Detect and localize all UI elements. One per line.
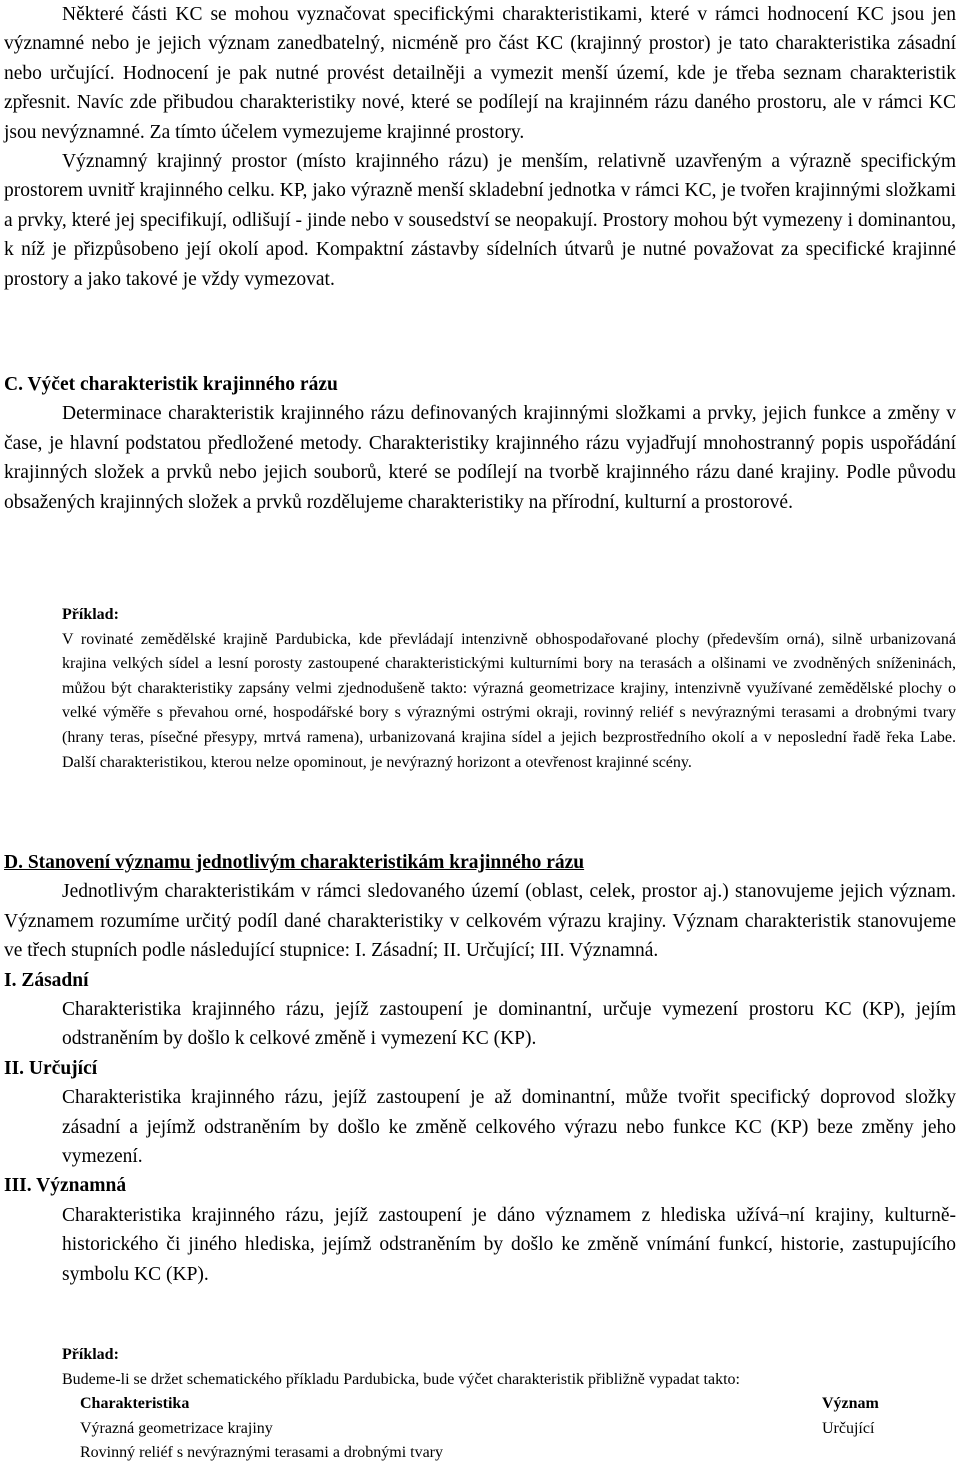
level-2-text: Charakteristika krajinného rázu, jejíž zastoupení je až dominantní, může tvořit specifický doprovod složky zásadní a jejímž odstraněním by došlo ke změně celkového výrazu nebo funkce KC (KP) beze změny jeho vymezení. xyxy=(62,1087,956,1168)
example-2 xyxy=(62,1343,956,1466)
intro-paragraph-1: Některé části KC se mohou vyznačovat specifickými charakteristikami, které v rámci hodnocení KC jsou jen významné nebo je jejich význam zanedbatelný, nicméně pro část KC (krajinný prostor) je tato charakteristika zásadní nebo určující. Hodnocení je pak nutné provést detailněji a vymezit menší území, kde je třeba seznam charakteristik zpřesnit. Navíc zde přibudou charakteristiky nové, které se podílejí na krajinném rázu daného prostoru, ale v rámci KC jsou nevýznamné. Za tímto účelem vymezujeme krajinné prostory. xyxy=(4,4,956,143)
example-2-label: Příklad: xyxy=(62,1346,119,1363)
section-d-body: Jednotlivým charakteristikám v rámci sledovaného území (oblast, celek, prostor aj.) stanovujeme jejich význam. Významem rozumíme určitý podíl dané charakteristiky v celkovém výrazu krajiny. Význam charakteristik stanovujeme ve třech stupních podle následující stupnice: I. Zásadní; II. Určující; III. Významná. xyxy=(4,881,956,962)
characteristics-table xyxy=(62,1392,956,1466)
section-d-heading: D. Stanovení významu jednotlivým charakteristikám krajinného rázu xyxy=(4,852,585,873)
level-1-title: I. Zásadní xyxy=(4,969,89,991)
example-1-label: Příklad: xyxy=(62,606,119,623)
table-row-2-name: Rovinný reliéf s nevýraznými terasami a drobnými tvary xyxy=(80,1444,444,1462)
intro-paragraph-2: Významný krajinný prostor (místo krajinného rázu) je menším, relativně uzavřeným a výrazně specifickým prostorem uvnitř krajinného celku. KP, jako výrazně menší skladební jednotka v rámci KC, je tvořen krajinnými složkami a prvky, které jej specifikují, odlišují - jinde nebo v sousedství se neopakují. Prostory mohou být vymezeny i dominantou, k níž je přizpůsobeno její okolí apod. Kompaktní zástavby sídelních útvarů je nutné považovat za specifické krajinné prostory a jako takové je vždy vymezovat. xyxy=(4,151,956,290)
level-3-title: III. Významná xyxy=(4,1175,127,1197)
section-c xyxy=(4,370,956,517)
table-row-1-value: Určující xyxy=(822,1419,875,1437)
level-1-text: Charakteristika krajinného rázu, jejíž zastoupení je dominantní, určuje vymezení prostoru KC (KP), jejím odstraněním by došlo k celkové změně i vymezení KC (KP). xyxy=(62,999,956,1050)
level-3-text: Charakteristika krajinného rázu, jejíž zastoupení je dáno významem z hlediska užívá¬ní krajiny, kulturně-historického či jiného hlediska, jejímž odstraněním by došlo ke změně vnímání funkcí, historie, zastupujícího symbolu KC (KP). xyxy=(62,1204,956,1285)
example-1 xyxy=(62,603,956,775)
example-2-intro: Budeme-li se držet schematického příkladu Pardubicka, bude výčet charakteristik přibližně vypadat takto: xyxy=(62,1370,740,1388)
level-2-title: II. Určující xyxy=(4,1057,98,1079)
intro-section xyxy=(4,0,956,294)
section-d xyxy=(4,848,956,1289)
table-header-significance: Význam xyxy=(822,1395,879,1413)
section-c-body: Determinace charakteristik krajinného rázu definovaných krajinnými složkami a prvky, jejich funkce a změny v čase, je hlavní podstatou předložené metody. Charakteristiky krajinného rázu vyjadřují mnohostranný popis uspořádání krajinných složek a prvků nebo jejich souborů, které se podílejí na tvorbě krajinného rázu dané krajiny. Podle původu obsažených krajinných složek a prvků rozdělujeme charakteristiky na přírodní, kulturní a prostorové. xyxy=(4,403,956,513)
example-1-text: V rovinaté zemědělské krajině Pardubicka, kde převládají intenzivně obhospodařované plochy (především orná), silně urbanizovaná krajina velkých sídel a lesní porosty zastoupené charakteristickými kulturními bory na terasách a olšinami ve zvodněných sníženinách, můžou být charakteristiky zapsány velmi zjednodušeně takto: výrazná geometrizace krajiny, intenzivně využívané zemědělské plochy o velké výměře s převahou orné, hospodářské bory s výraznými ostrými okraji, rovinný reliéf s nevýraznými terasami a drobnými tvary (hrany teras, písečné přesypy, mrtvá ramena), urbanizovaná krajina sídel a jejich bezprostředního okolí a v neposlední řadě řeka Labe. Další charakteristikou, kterou nelze opominout, je nevýrazný horizont a otevřenost krajinné scény. xyxy=(62,630,956,771)
table-row-1-name: Výrazná geometrizace krajiny xyxy=(80,1419,273,1437)
table-header-characteristic: Charakteristika xyxy=(80,1395,190,1413)
table-row-2-value xyxy=(822,1441,956,1466)
section-c-heading: C. Výčet charakteristik krajinného rázu xyxy=(4,374,338,395)
